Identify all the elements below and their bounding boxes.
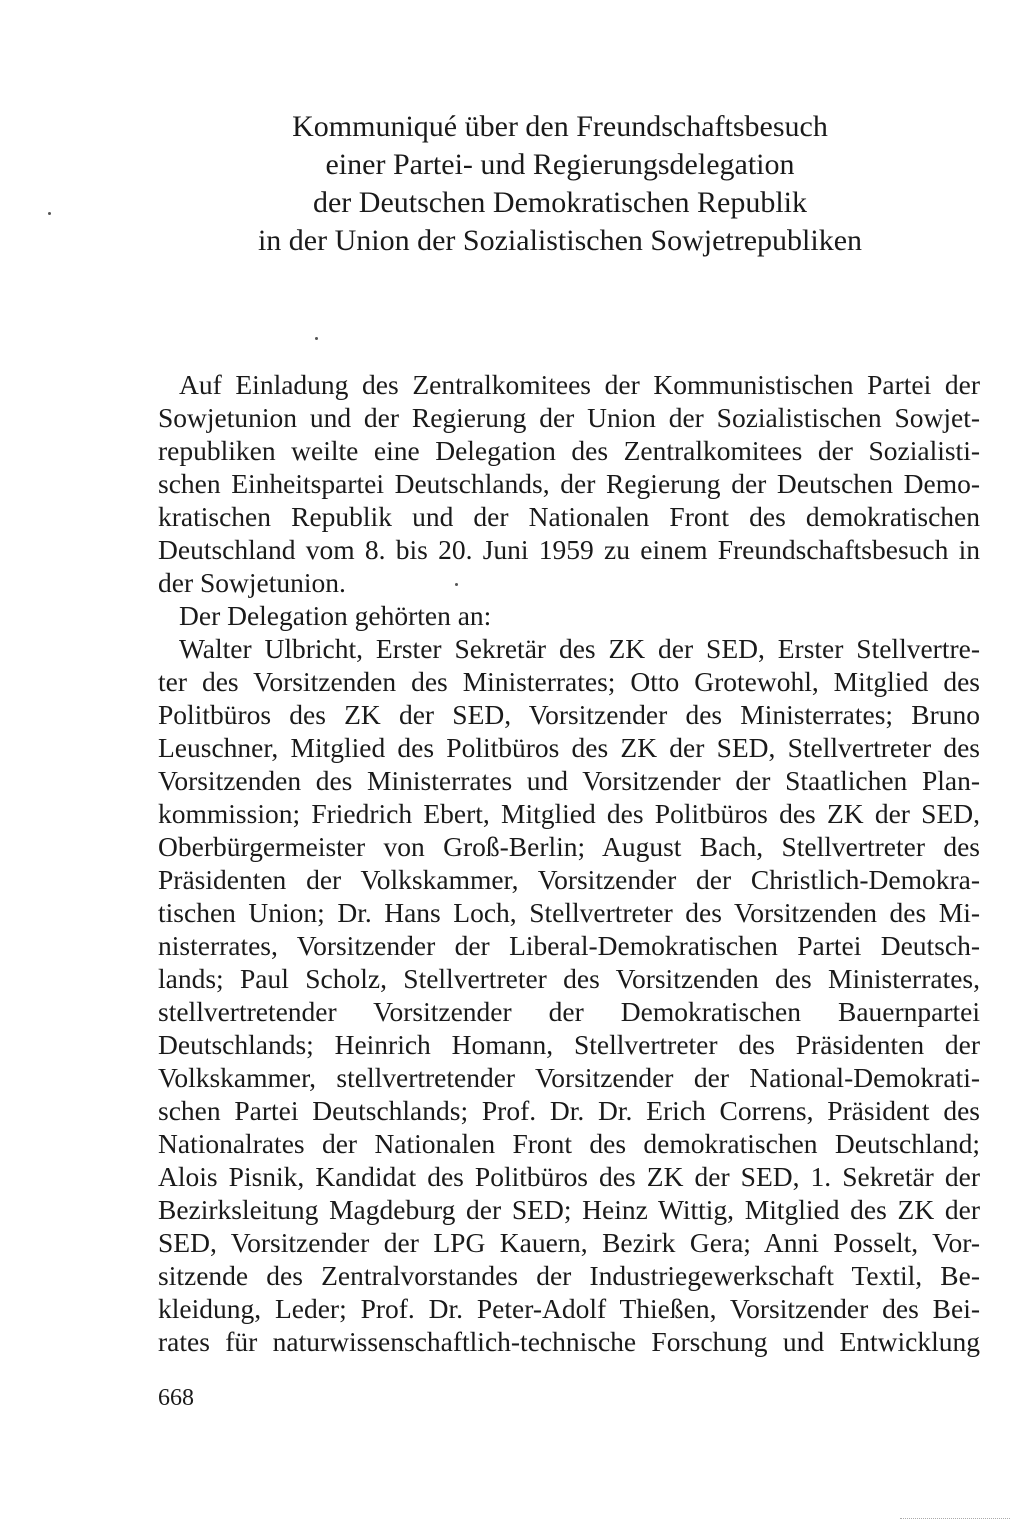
paragraph-line: republiken weilte eine Delegation des Zentralkomitees der Sozialisti- — [158, 435, 980, 466]
paragraph-line: Vorsitzenden des Ministerrates und Vorsitzender der Staatlichen Plan- — [158, 765, 980, 796]
paragraph-line: Leuschner, Mitglied des Politbüros des ZK der SED, Stellvertreter des — [158, 732, 980, 763]
paragraph-line: ter des Vorsitzenden des Ministerrates; Otto Grotewohl, Mitglied des — [158, 666, 980, 697]
paragraph-line: sitzende des Zentralvorstandes der Industriegewerkschaft Textil, Be- — [158, 1260, 980, 1291]
paragraph-line: kleidung, Leder; Prof. Dr. Peter-Adolf Thießen, Vorsitzender des Bei- — [158, 1293, 980, 1324]
print-speck — [48, 212, 51, 215]
title-line: der Deutschen Demokratischen Republik — [312, 186, 808, 219]
paragraph-line: Präsidenten der Volkskammer, Vorsitzender der Christlich-Demokra- — [158, 864, 980, 895]
print-speck — [315, 337, 318, 340]
paragraph-line: Deutschland vom 8. bis 20. Juni 1959 zu einem Freundschaftsbesuch in — [158, 534, 980, 565]
paragraph-line: SED, Vorsitzender der LPG Kauern, Bezirk Gera; Anni Posselt, Vor- — [158, 1227, 980, 1258]
paragraph-line: lands; Paul Scholz, Stellvertreter des Vorsitzenden des Ministerrates, — [158, 963, 980, 994]
paragraph-line: Volkskammer, stellvertretender Vorsitzender der National-Demokrati- — [158, 1062, 980, 1093]
print-speck — [455, 583, 458, 586]
paragraph-line: Walter Ulbricht, Erster Sekretär des ZK der SED, Erster Stellvertre- — [179, 633, 980, 664]
page-number: 668 — [158, 1385, 194, 1411]
paragraph-line: Alois Pisnik, Kandidat des Politbüros des ZK der SED, 1. Sekretär der — [158, 1161, 980, 1192]
body-text — [158, 368, 980, 1358]
paragraph-line: schen Partei Deutschlands; Prof. Dr. Dr. Erich Correns, Präsident des — [158, 1095, 980, 1126]
paragraph-line: Bezirksleitung Magdeburg der SED; Heinz Wittig, Mitglied des ZK der — [158, 1194, 980, 1225]
paragraph-line: nisterrates, Vorsitzender der Liberal-Demokratischen Partei Deutsch- — [158, 930, 980, 961]
paragraph-line: der Sowjetunion. — [158, 567, 346, 598]
paragraph-line: Nationalrates der Nationalen Front des demokratischen Deutschland; — [158, 1128, 980, 1159]
paragraph-line: Oberbürgermeister von Groß-Berlin; August Bach, Stellvertreter des — [158, 831, 980, 862]
paragraph-line: stellvertretender Vorsitzender der Demokratischen Bauernpartei — [158, 996, 980, 1027]
paragraph-line: rates für naturwissenschaftlich-technische Forschung und Entwicklung — [158, 1326, 980, 1357]
title-line: einer Partei- und Regierungsdelegation — [325, 148, 795, 181]
title-line: Kommuniqué über den Freundschaftsbesuch — [292, 110, 828, 143]
paragraph-line: Auf Einladung des Zentralkomitees der Kommunistischen Partei der — [179, 369, 980, 400]
paragraph-line: schen Einheitspartei Deutschlands, der Regierung der Deutschen Demo- — [158, 468, 980, 499]
paragraph-line: Der Delegation gehörten an: — [179, 600, 492, 631]
document-title — [200, 108, 920, 260]
paragraph-line: Sowjetunion und der Regierung der Union der Sozialistischen Sowjet- — [158, 402, 980, 433]
title-line: in der Union der Sozialistischen Sowjetrepubliken — [257, 224, 863, 257]
paragraph-line: Politbüros des ZK der SED, Vorsitzender des Ministerrates; Bruno — [158, 699, 980, 730]
paragraph-line: Deutschlands; Heinrich Homann, Stellvertreter des Präsidenten der — [158, 1029, 980, 1060]
paragraph-line: kratischen Republik und der Nationalen Front des demokratischen — [158, 501, 980, 532]
scan-edge-mark — [900, 1518, 1010, 1520]
paragraph-line: tischen Union; Dr. Hans Loch, Stellvertreter des Vorsitzenden des Mi- — [158, 897, 980, 928]
paragraph-line: kommission; Friedrich Ebert, Mitglied des Politbüros des ZK der SED, — [158, 798, 980, 829]
